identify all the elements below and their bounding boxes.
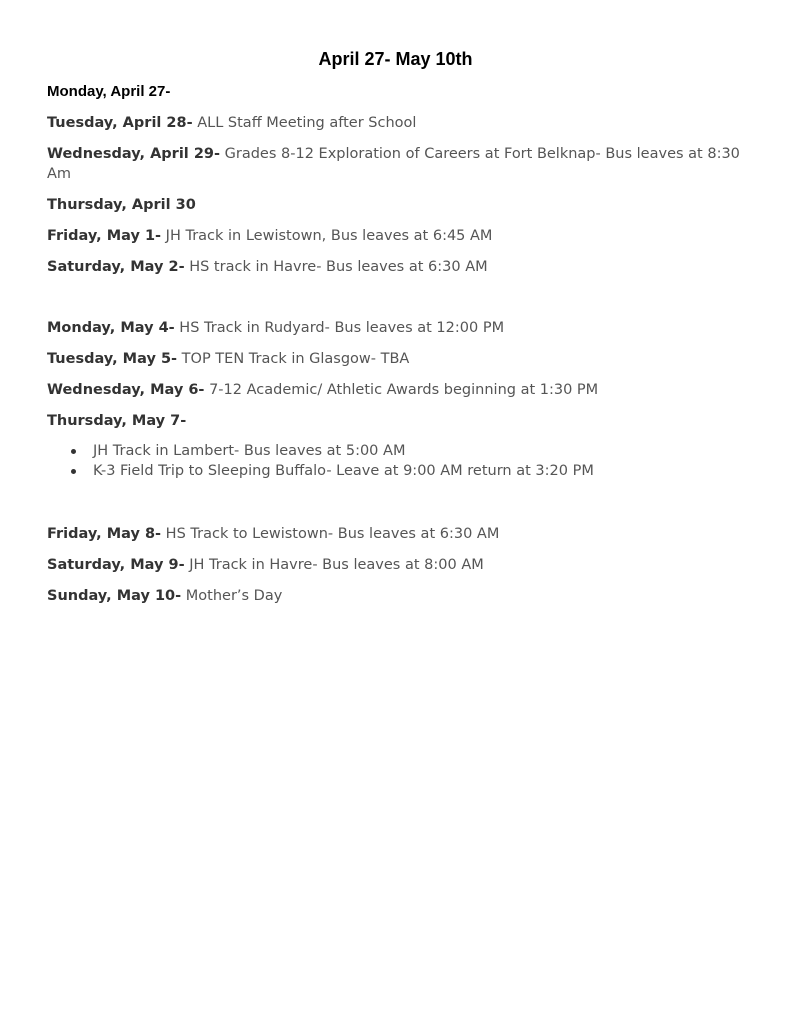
entry-saturday-may-9 [47,555,747,575]
entry-sunday-may-10 [47,586,747,606]
list-item [47,441,747,461]
entry-monday-april-27 [47,82,747,102]
entry-day: Tuesday, April 28- [47,115,193,131]
bullet-icon [71,449,76,454]
entry-day: Monday, April 27- [47,83,171,100]
list-item-text: JH Track in Lambert- Bus leaves at 5:00 AM [93,443,406,459]
list-item-text: K-3 Field Trip to Sleeping Buffalo- Leave at 9:00 AM return at 3:20 PM [93,463,594,479]
entry-day: Saturday, May 2- [47,259,185,275]
entry-day: Saturday, May 9- [47,557,185,573]
entry-friday-may-1 [47,226,747,246]
entry-saturday-may-2 [47,257,747,277]
entry-day: Wednesday, April 29- [47,146,221,162]
entry-wednesday-april-29 [47,144,747,184]
list-item [47,461,747,481]
entry-thursday-may-7 [47,411,747,431]
entry-text: 7-12 Academic/ Athletic Awards beginning at 1:30 PM [204,382,599,398]
entry-text: TOP TEN Track in Glasgow- TBA [177,351,410,367]
entry-text: JH Track in Lewistown, Bus leaves at 6:45 AM [161,228,493,244]
entry-text: HS track in Havre- Bus leaves at 6:30 AM [184,259,488,275]
entry-text: HS Track to Lewistown- Bus leaves at 6:30 AM [161,526,500,542]
entry-text: Grades 8-12 Exploration of Careers at Fort Belknap- Bus leaves at 8:30 Am [47,146,740,182]
entry-thursday-april-30 [47,195,747,215]
entry-day: Thursday, April 30 [47,197,196,213]
entry-tuesday-may-5 [47,349,747,369]
thursday-may-7-list [47,441,747,481]
entry-wednesday-may-6 [47,380,747,400]
entry-text: Mother’s Day [181,588,283,604]
entry-friday-may-8 [47,524,747,544]
entry-text: ALL Staff Meeting after School [192,115,417,131]
entry-day: Tuesday, May 5- [47,351,178,367]
entry-day: Friday, May 1- [47,228,162,244]
entry-text: HS Track in Rudyard- Bus leaves at 12:00 PM [174,320,505,336]
entry-monday-may-4 [47,318,747,338]
entry-tuesday-april-28 [47,113,747,133]
entry-day: Friday, May 8- [47,526,162,542]
entry-day: Wednesday, May 6- [47,382,205,398]
document-title: April 27- May 10th [318,49,473,69]
entry-day: Sunday, May 10- [47,588,182,604]
bullet-icon [71,469,76,474]
entry-day: Monday, May 4- [47,320,175,336]
entry-day: Thursday, May 7- [47,413,187,429]
entry-text: JH Track in Havre- Bus leaves at 8:00 AM [184,557,484,573]
